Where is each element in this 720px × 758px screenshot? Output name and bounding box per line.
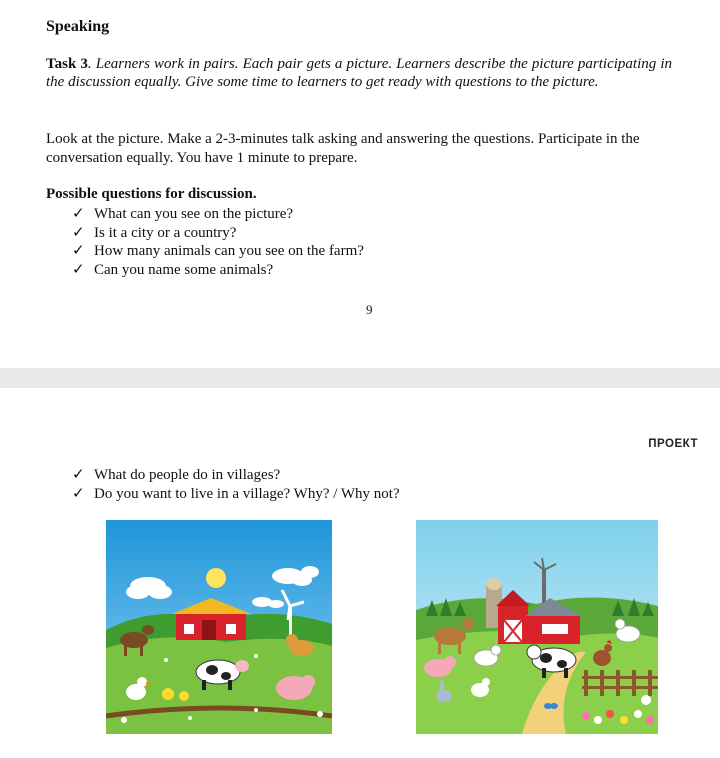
question-text: Can you name some animals? — [94, 261, 274, 278]
questions-list-continued — [72, 466, 400, 504]
task-label: Task 3 — [46, 56, 88, 72]
check-icon: ✓ — [72, 206, 85, 222]
questions-heading: Possible questions for discussion. — [46, 186, 257, 202]
check-icon: ✓ — [72, 486, 85, 502]
task-text: . Learners work in pairs. Each pair gets a picture. Learners describe the picture participating in the discussion equally. Give some time to learners to get ready with questions to the picture. — [46, 56, 673, 90]
check-icon: ✓ — [72, 243, 85, 259]
check-icon: ✓ — [72, 261, 85, 278]
list-item — [72, 205, 364, 224]
document-page-1 — [0, 0, 720, 368]
task-paragraph — [46, 55, 672, 91]
question-text: What can you see on the picture? — [94, 206, 294, 222]
question-text: Is it a city or a country? — [94, 224, 237, 241]
farm-illustration-left — [106, 520, 332, 734]
section-heading: Speaking — [46, 18, 110, 35]
check-icon: ✓ — [72, 224, 85, 241]
list-item — [72, 466, 400, 485]
list-item — [72, 261, 364, 280]
draft-stamp: ПРОЕКТ — [648, 438, 698, 450]
page-number: 9 — [366, 302, 373, 317]
questions-list — [72, 205, 364, 279]
document-page-2 — [0, 388, 720, 758]
list-item — [72, 224, 364, 243]
sun-icon — [206, 568, 226, 588]
question-text: What do people do in villages? — [94, 467, 281, 483]
list-item — [72, 485, 400, 504]
list-item — [72, 242, 364, 261]
farm-illustration-right — [416, 520, 658, 734]
question-text: Do you want to live in a village? Why? / Why not? — [94, 486, 400, 502]
question-text: How many animals can you see on the farm? — [94, 243, 364, 259]
check-icon: ✓ — [72, 467, 85, 483]
instructions-paragraph: Look at the picture. Make a 2-3-minutes talk asking and answering the questions. Participate in the conversation equally. You have 1 minute to prepare. — [46, 131, 640, 166]
